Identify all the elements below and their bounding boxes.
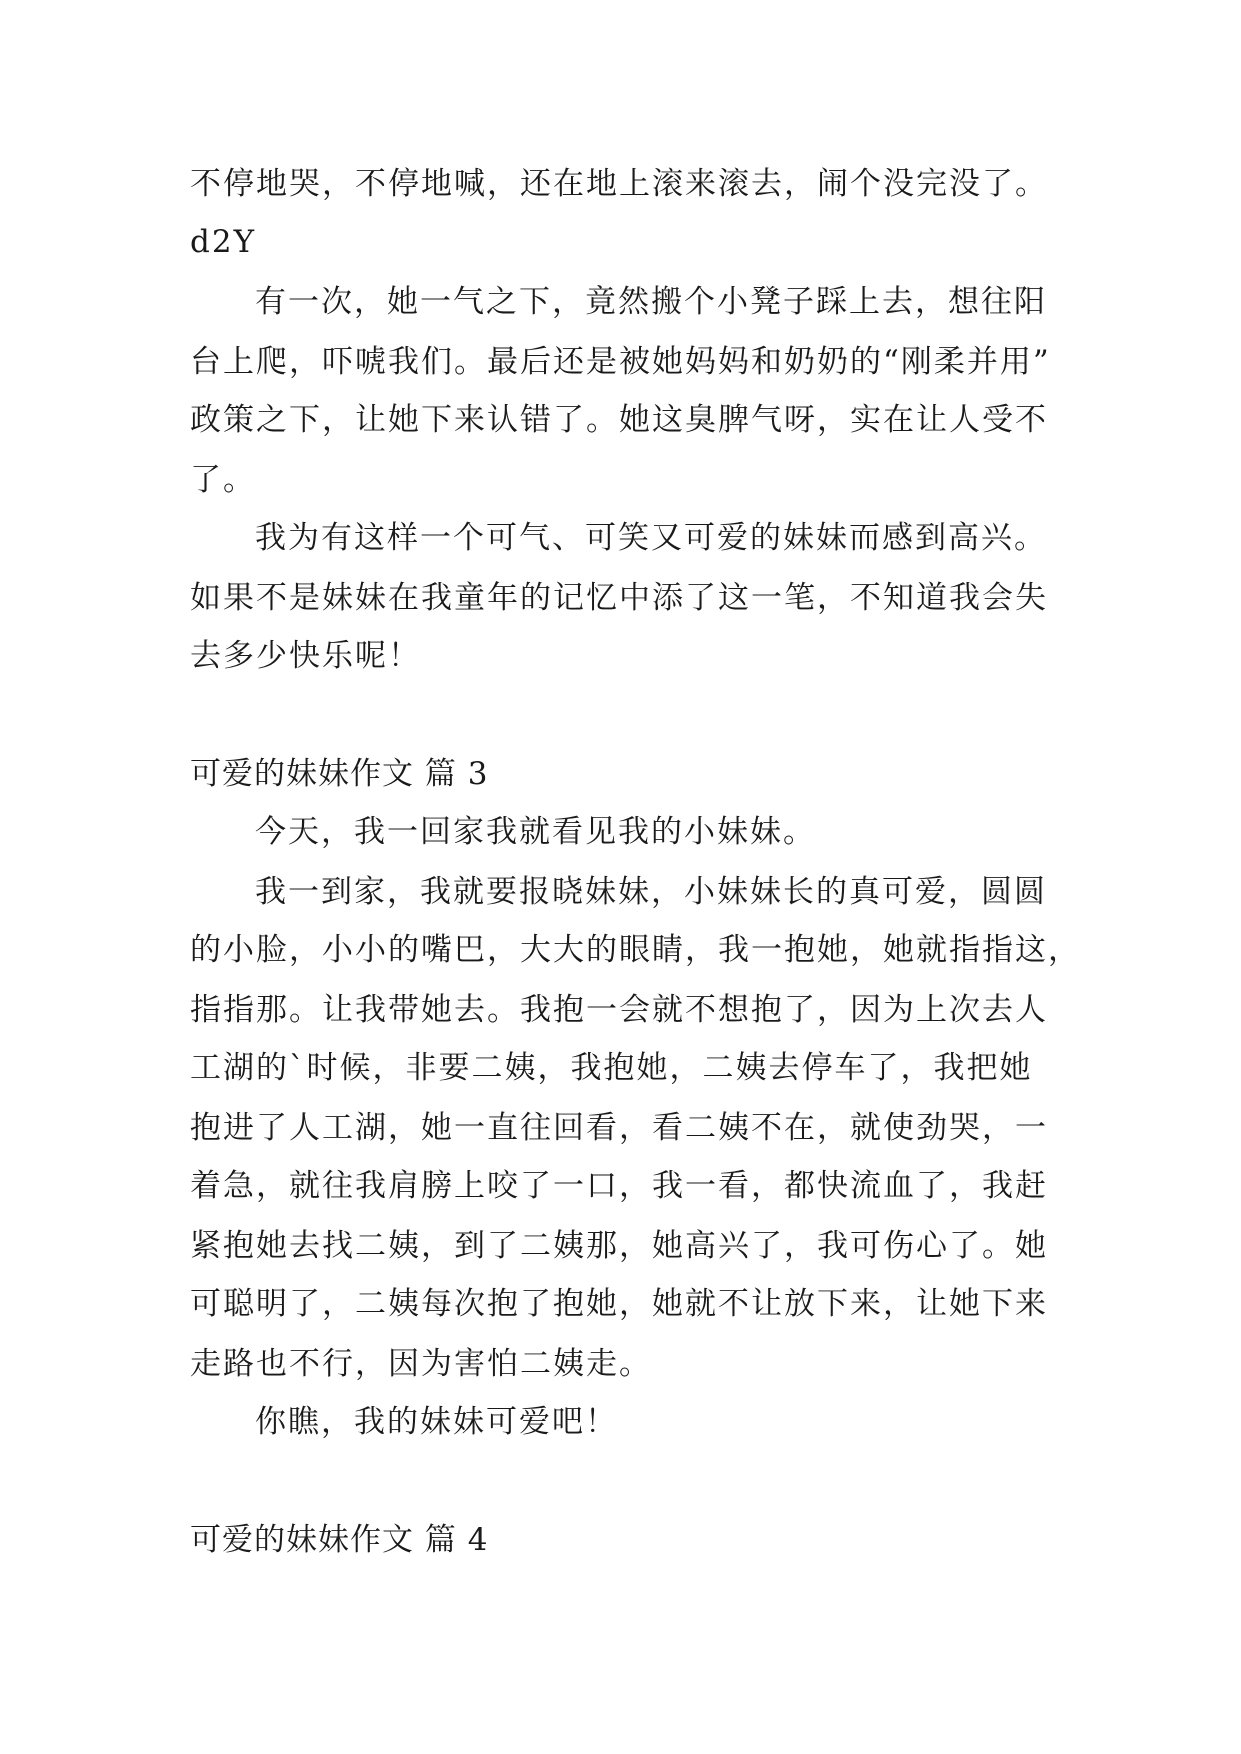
paragraph-line: 紧抱她去找二姨，到了二姨那，她高兴了，我可伤心了。她	[190, 1228, 1048, 1264]
paragraph-line: 抱进了人工湖，她一直往回看，看二姨不在，就使劲哭，一	[190, 1110, 1048, 1146]
paragraph-line: 走路也不行，因为害怕二姨走。	[190, 1346, 652, 1382]
paragraph-line: 可聪明了，二姨每次抱了抱她，她就不让放下来，让她下来	[190, 1286, 1048, 1322]
paragraph-line: 着急，就往我肩膀上咬了一口，我一看，都快流血了，我赶	[190, 1168, 1048, 1204]
paragraph-line: 的小脸，小小的嘴巴，大大的眼睛，我一抱她，她就指指这，	[190, 932, 1081, 968]
section-heading: 可爱的妹妹作文 篇 4	[190, 1522, 489, 1558]
paragraph-line: 指指那。让我带她去。我抱一会就不想抱了，因为上次去人	[190, 992, 1048, 1028]
paragraph-line: 去多少快乐呢！	[190, 638, 421, 674]
paragraph-line: 我一到家，我就要报晓妹妹，小妹妹长的真可爱，圆圆	[255, 874, 1047, 910]
paragraph-line: 如果不是妹妹在我童年的记忆中添了这一笔，不知道我会失	[190, 580, 1048, 616]
paragraph-line: 了。	[190, 462, 256, 498]
paragraph-line: 不停地哭，不停地喊，还在地上滚来滚去，闹个没完没了。	[190, 166, 1048, 202]
paragraph-line: 我为有这样一个可气、可笑又可爱的妹妹而感到高兴。	[255, 520, 1047, 556]
paragraph-line: d2Y	[190, 224, 257, 260]
paragraph-line: 你瞧，我的妹妹可爱吧！	[255, 1404, 618, 1440]
paragraph-line: 今天，我一回家我就看见我的小妹妹。	[255, 814, 816, 850]
paragraph-line: 政策之下，让她下来认错了。她这臭脾气呀，实在让人受不	[190, 402, 1048, 438]
section-heading: 可爱的妹妹作文 篇 3	[190, 756, 489, 792]
paragraph-line: 有一次，她一气之下，竟然搬个小凳子踩上去，想往阳	[255, 284, 1047, 320]
paragraph-line: 工湖的`时候，非要二姨，我抱她，二姨去停车了，我把她	[190, 1050, 1033, 1086]
paragraph-line: 台上爬，吓唬我们。最后还是被她妈妈和奶奶的“刚柔并用”	[190, 344, 1051, 380]
